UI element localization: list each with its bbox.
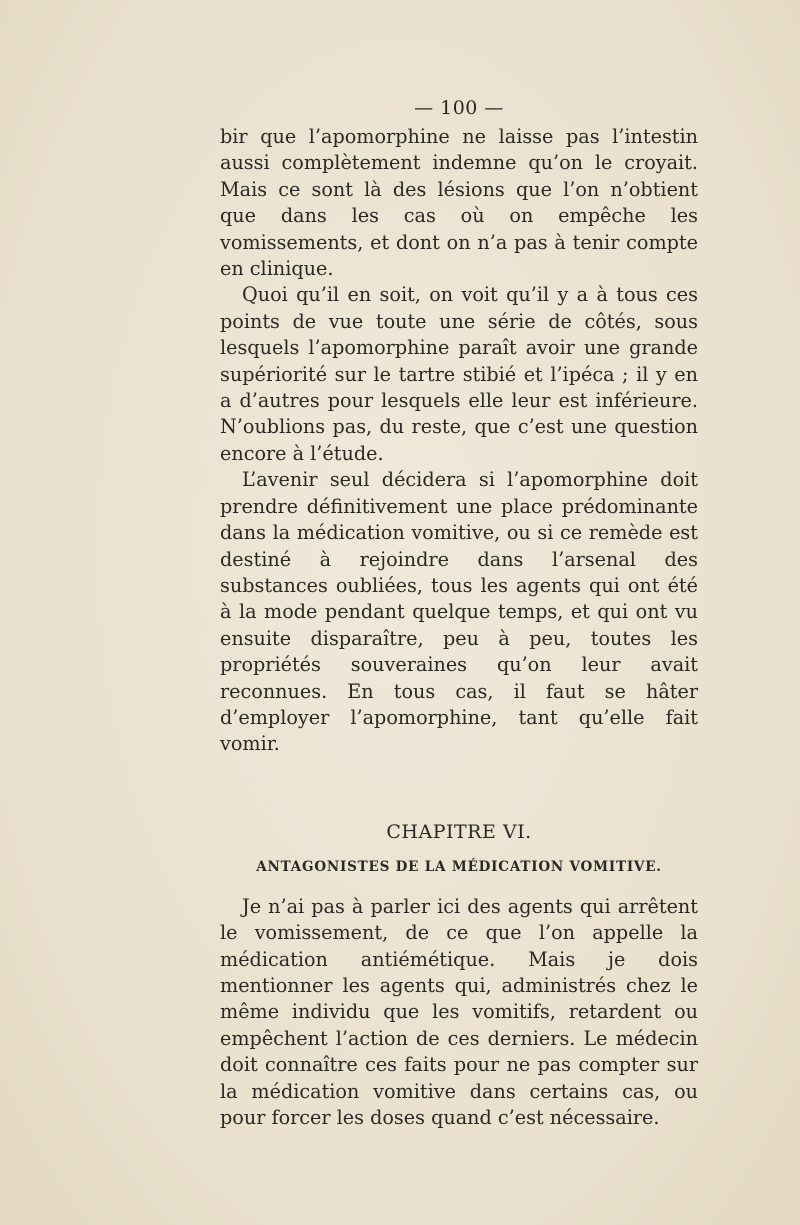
book-page [220,96,698,1131]
paragraph-chapter-intro: Je n’ai pas à parler ici des agents qui arrêtent le vomissement, de ce que l’on appelle la médication antiémétique. Mais je dois mentionner les agents qui, administrés chez le même individu que les vomitifs, retardent ou empêchent l’action de ces derniers. Le médecin doit connaître ces faits pour ne pas compter sur la médication vomitive dans certains cas, ou pour forcer les doses quand c’est nécessaire. [220,894,698,1129]
paragraph-points-de-vue: Quoi qu’il en soit, on voit qu’il y a à tous ces points de vue toute une série de côtés, sous lesquels l’apomorphine paraît avoir une grande supériorité sur le tartre stibié et l’ipéca ; il y en a d’autres pour lesquels elle leur est inférieure. N’oublions pas, du reste, que c’est une question encore à l’étude. [220,283,698,465]
paragraph-continuation: bir que l’apomorphine ne laisse pas l’intestin aussi complètement indemne qu’on le croyait. Mais ce sont là des lésions que l’on n’obtient que dans les cas où on empêche les vomissements, et dont on n’a pas à tenir compte en clinique. [220,125,698,281]
paragraph-avenir: L’avenir seul décidera si l’apomorphine doit prendre définitivement une place prédominante dans la médication vomitive, ou si ce remède est destiné à rejoindre dans l’arsenal des substances oubliées, tous les agents qui ont été à la mode pendant quelque temps, et qui ont vu ensuite disparaître, peu à peu, toutes les propriétés souveraines qu’on leur avait reconnues. En tous cas, il faut se hâter d’employer l’apomorphine, tant qu’elle fait vomir. [220,468,698,756]
chapter-title: CHAPITRE VI. [386,820,532,843]
chapter-subtitle: ANTAGONISTES DE LA MÉDICATION VOMITIVE. [256,858,662,875]
page-number: — 100 — [414,97,504,119]
